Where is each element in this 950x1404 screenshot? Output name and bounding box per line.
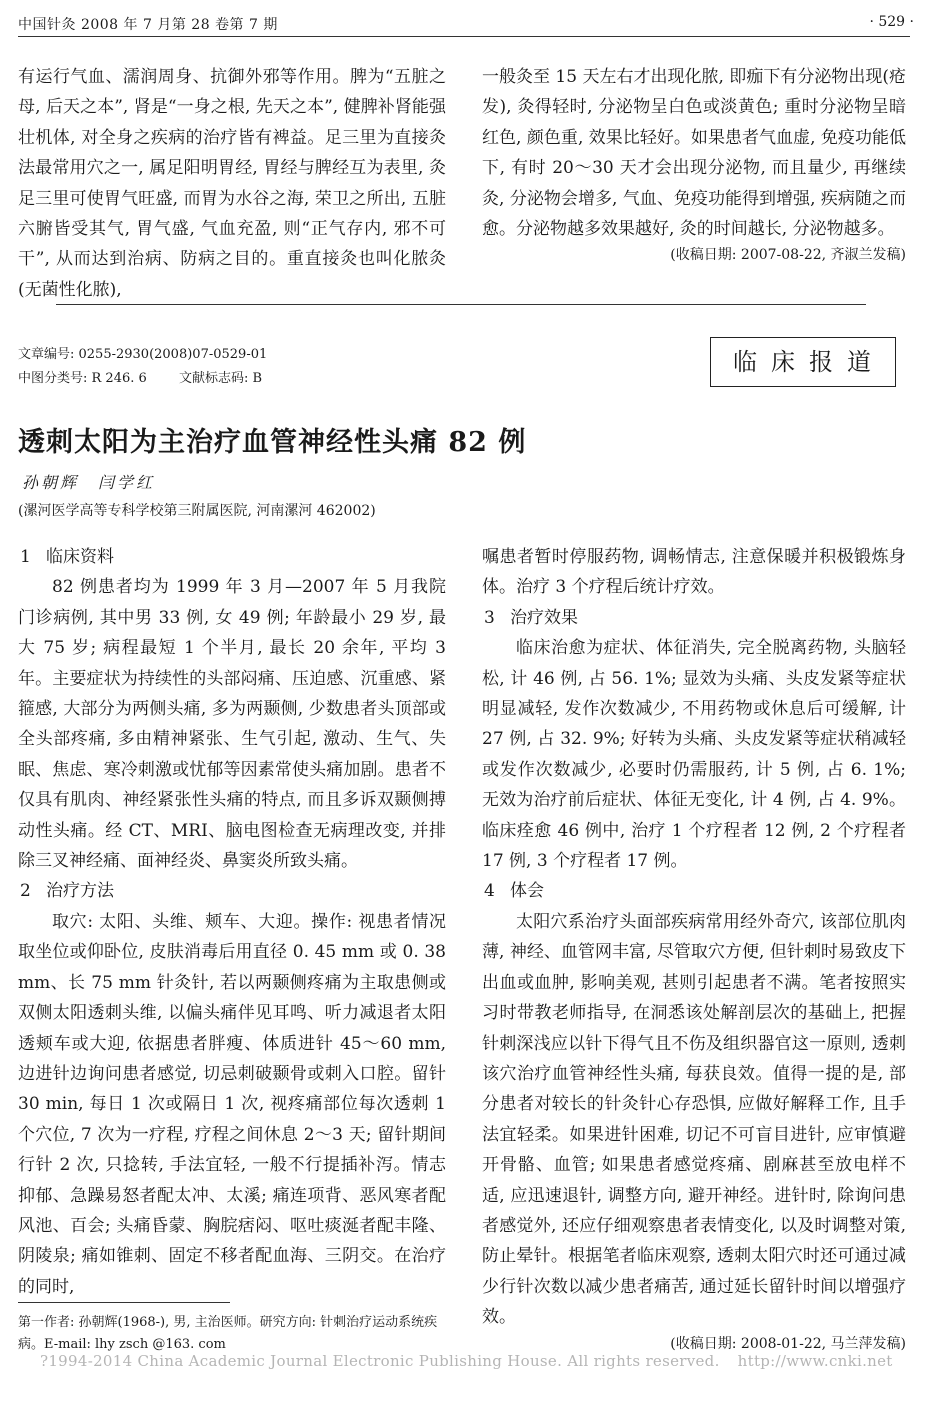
running-header-journal: 中国针灸 2008 年 7 月第 28 卷第 7 期 — [18, 17, 278, 33]
section-heading-discussion: 4 体会 — [484, 881, 544, 902]
section-heading-treatment: 2 治疗方法 — [20, 881, 114, 902]
copyright-text: ?1994-2014 China Academic Journal Electronic Publishing House. All rights reserved. — [40, 1352, 720, 1370]
section-body-discussion: 太阳穴系治疗头面部疾病常用经外奇穴, 该部位肌肉薄, 神经、血管网丰富, 尽管取穴方便, 但针刺时易致皮下出血或血肿, 影响美观, 甚则引起患者不满。笔者按照实习时带教老师指导, 在洞悉该处解剖层次的基础上, 把握针刺深浅应以针下得气且不伤及组织器官这一原则, 透刺该穴治疗血管神经性头痛, 每获良效。值得一提的是, 部分患者对较长的针灸针心存恐惧, 应做好解释工作, 且手法宜轻柔。如果进针困难, 切记不可盲目进针, 应审慎避开骨骼、血管; 如果患者感觉疼痛、剧麻甚至放电样不适, 应迅速退针, 调整方向, 避开神经。进针时, 除询问患者感觉外, 还应仔细观察患者表情变化, 以及时调整对策, 防止晕针。根据笔者临床观察, 透刺太阳穴时还可通过减少行针次数以减少患者痛苦, 通过延长留针时间以增强疗效。 — [482, 911, 906, 1328]
column-label-box: 临床报道 — [710, 337, 896, 387]
section-body-clinical-data: 82 例患者均为 1999 年 3 月—2007 年 5 月我院门诊病例, 其中男 33 例, 女 49 例; 年龄最小 29 岁, 最大 75 岁; 病程最短 1 个半月, 最长 20 余年, 平均 3 年。主要症状为持续性的头部闷痛、压迫感、沉重感、紧箍感, 大部分为两侧头痛, 多为两颞侧, 少数患者头顶部或全头部疼痛, 多由精神紧张、生气引起, 激动、生气、失眠、焦虑、寒冷刺激或忧郁等因素常使头痛加剧。患者不仅具有肌肉、神经紧张性头痛的特点, 而且多诉双颞侧搏动性头痛。经 CT、MRI、脑电图检查无病理改变, 并排除三叉神经痛、面神经炎、鼻窦炎所致头痛。 — [18, 577, 446, 872]
section-heading-clinical-data: 1 临床资料 — [20, 547, 114, 567]
prev-article-received-date: (收稿日期: 2007-08-22, 齐淑兰发稿) — [670, 247, 906, 264]
footnote-rule — [18, 1302, 230, 1303]
prev-article-right-column — [482, 62, 906, 266]
prev-article-right-text: 一般灸至 15 天左右才出现化脓, 即痂下有分泌物出现(疮发), 灸得轻时, 分泌物呈白色或淡黄色; 重时分泌物呈暗红色, 颜色重, 效果比轻好。如果患者气血虚, 免疫功能低下, 有时 20～30 天才会出现分泌物, 而且量少, 再继续灸, 分泌物会增多, 气血、免疫功能得到增强, 疾病随之而愈。分泌物越多效果越好, 灸的时间越长, 分泌物越多。 — [482, 67, 906, 240]
section-body-treatment: 取穴: 太阳、头维、颊车、大迎。操作: 视患者情况取坐位或仰卧位, 皮肤消毒后用直径 0. 45 mm 或 0. 38 mm、长 75 mm 针灸针, 若以两颞侧疼痛为主取患侧或双侧太阳透刺头维, 以偏头痛伴见耳鸣、听力减退者太阳透颊车或大迎, 依据患者胖瘦、体质进针 45～60 mm, 边进针边询问患者感觉, 切忌刺破颞骨或刺入口腔。留针30 min, 每日 1 次或隔日 1 次, 视疼痛部位每次透刺 1 个穴位, 7 次为一疗程, 疗程之间休息 2～3 天; 留针期间行针 2 次, 只捻转, 手法宜轻, 一般不行提插补泻。情志抑郁、急躁易怒者配太冲、太溪; 痛连项背、恶风寒者配风池、百会; 头痛昏蒙、胸脘痞闷、呕吐痰涎者配丰隆、阴陵泉; 痛如锥刺、固定不移者配血海、三阴交。在治疗的同时, — [18, 911, 446, 1297]
classification-line — [18, 368, 290, 390]
cnki-link[interactable]: http://www.cnki.net — [737, 1352, 893, 1370]
author-footnote: 第一作者: 孙朝辉(1968-), 男, 主治医师。研究方向: 针刺治疗运动系统疾病。E-mail: lhy zsch @163. com — [18, 1315, 438, 1352]
article-number: 文章编号: 0255-2930(2008)07-0529-01 — [18, 347, 268, 362]
article-title: 透刺太阳为主治疗血管神经性头痛 82 例 — [18, 427, 527, 458]
section-heading-results: 3 治疗效果 — [484, 607, 578, 628]
section-body-results: 临床治愈为症状、体征消失, 完全脱离药物, 头脑轻松, 计 46 例, 占 56. 1%; 显效为头痛、头皮发紧等症状明显减轻, 发作次数减少, 不用药物或休息后可缓解, 计 27 例, 占 32. 9%; 好转为头痛、头皮发紧等症状稍减轻或发作次数减少, 必要时仍需服药, 计 5 例, 占 6. 1%; 无效为治疗前后症状、体征无变化, 计 4 例, 占 4. 9%。临床痊愈 46 例中, 治疗 1 个疗程者 12 例, 2 个疗程者 17 例, 3 个疗程者 17 例。 — [482, 638, 906, 872]
clc-number: 中图分类号: R 246. 6 — [18, 371, 147, 386]
article-separator-rule — [56, 304, 866, 305]
prev-article-left-column — [18, 62, 446, 305]
author-affiliation: (漯河医学高等专科学校第三附属医院, 河南漯河 462002) — [18, 503, 376, 519]
article-right-column — [482, 542, 906, 1355]
article-authors: 孙朝辉 闫学红 — [22, 473, 156, 492]
article-received-date: (收稿日期: 2008-01-22, 马兰萍发稿) — [670, 1335, 906, 1352]
prev-article-left-text: 有运行气血、濡润周身、抗御外邪等作用。脾为“五脏之母, 后天之本”, 肾是“一身之根, 先天之本”, 健脾补肾能强壮机体, 对全身之疾病的治疗皆有裨益。足三里为直接灸法最常用穴之一, 属足阳明胃经, 胃经与脾经互为表里, 灸足三里可使胃气旺盛, 而胃为水谷之海, 荣卫之所出, 五脏六腑皆受其气, 胃气盛, 气血充盈, 则“正气存内, 邪不可干”, 从而达到治病、防病之目的。重直接灸也叫化脓灸(无菌性化脓), — [18, 67, 446, 300]
page-number: · 529 · — [869, 14, 914, 30]
header-rule — [18, 36, 910, 37]
document-code: 文献标志码: B — [178, 371, 263, 386]
article-left-column — [18, 542, 446, 1302]
section-body-treatment-continued: 嘱患者暂时停服药物, 调畅情志, 注意保暖并积极锻炼身体。治疗 3 个疗程后统计疗效。 — [482, 547, 906, 598]
copyright-watermark — [40, 1352, 893, 1370]
